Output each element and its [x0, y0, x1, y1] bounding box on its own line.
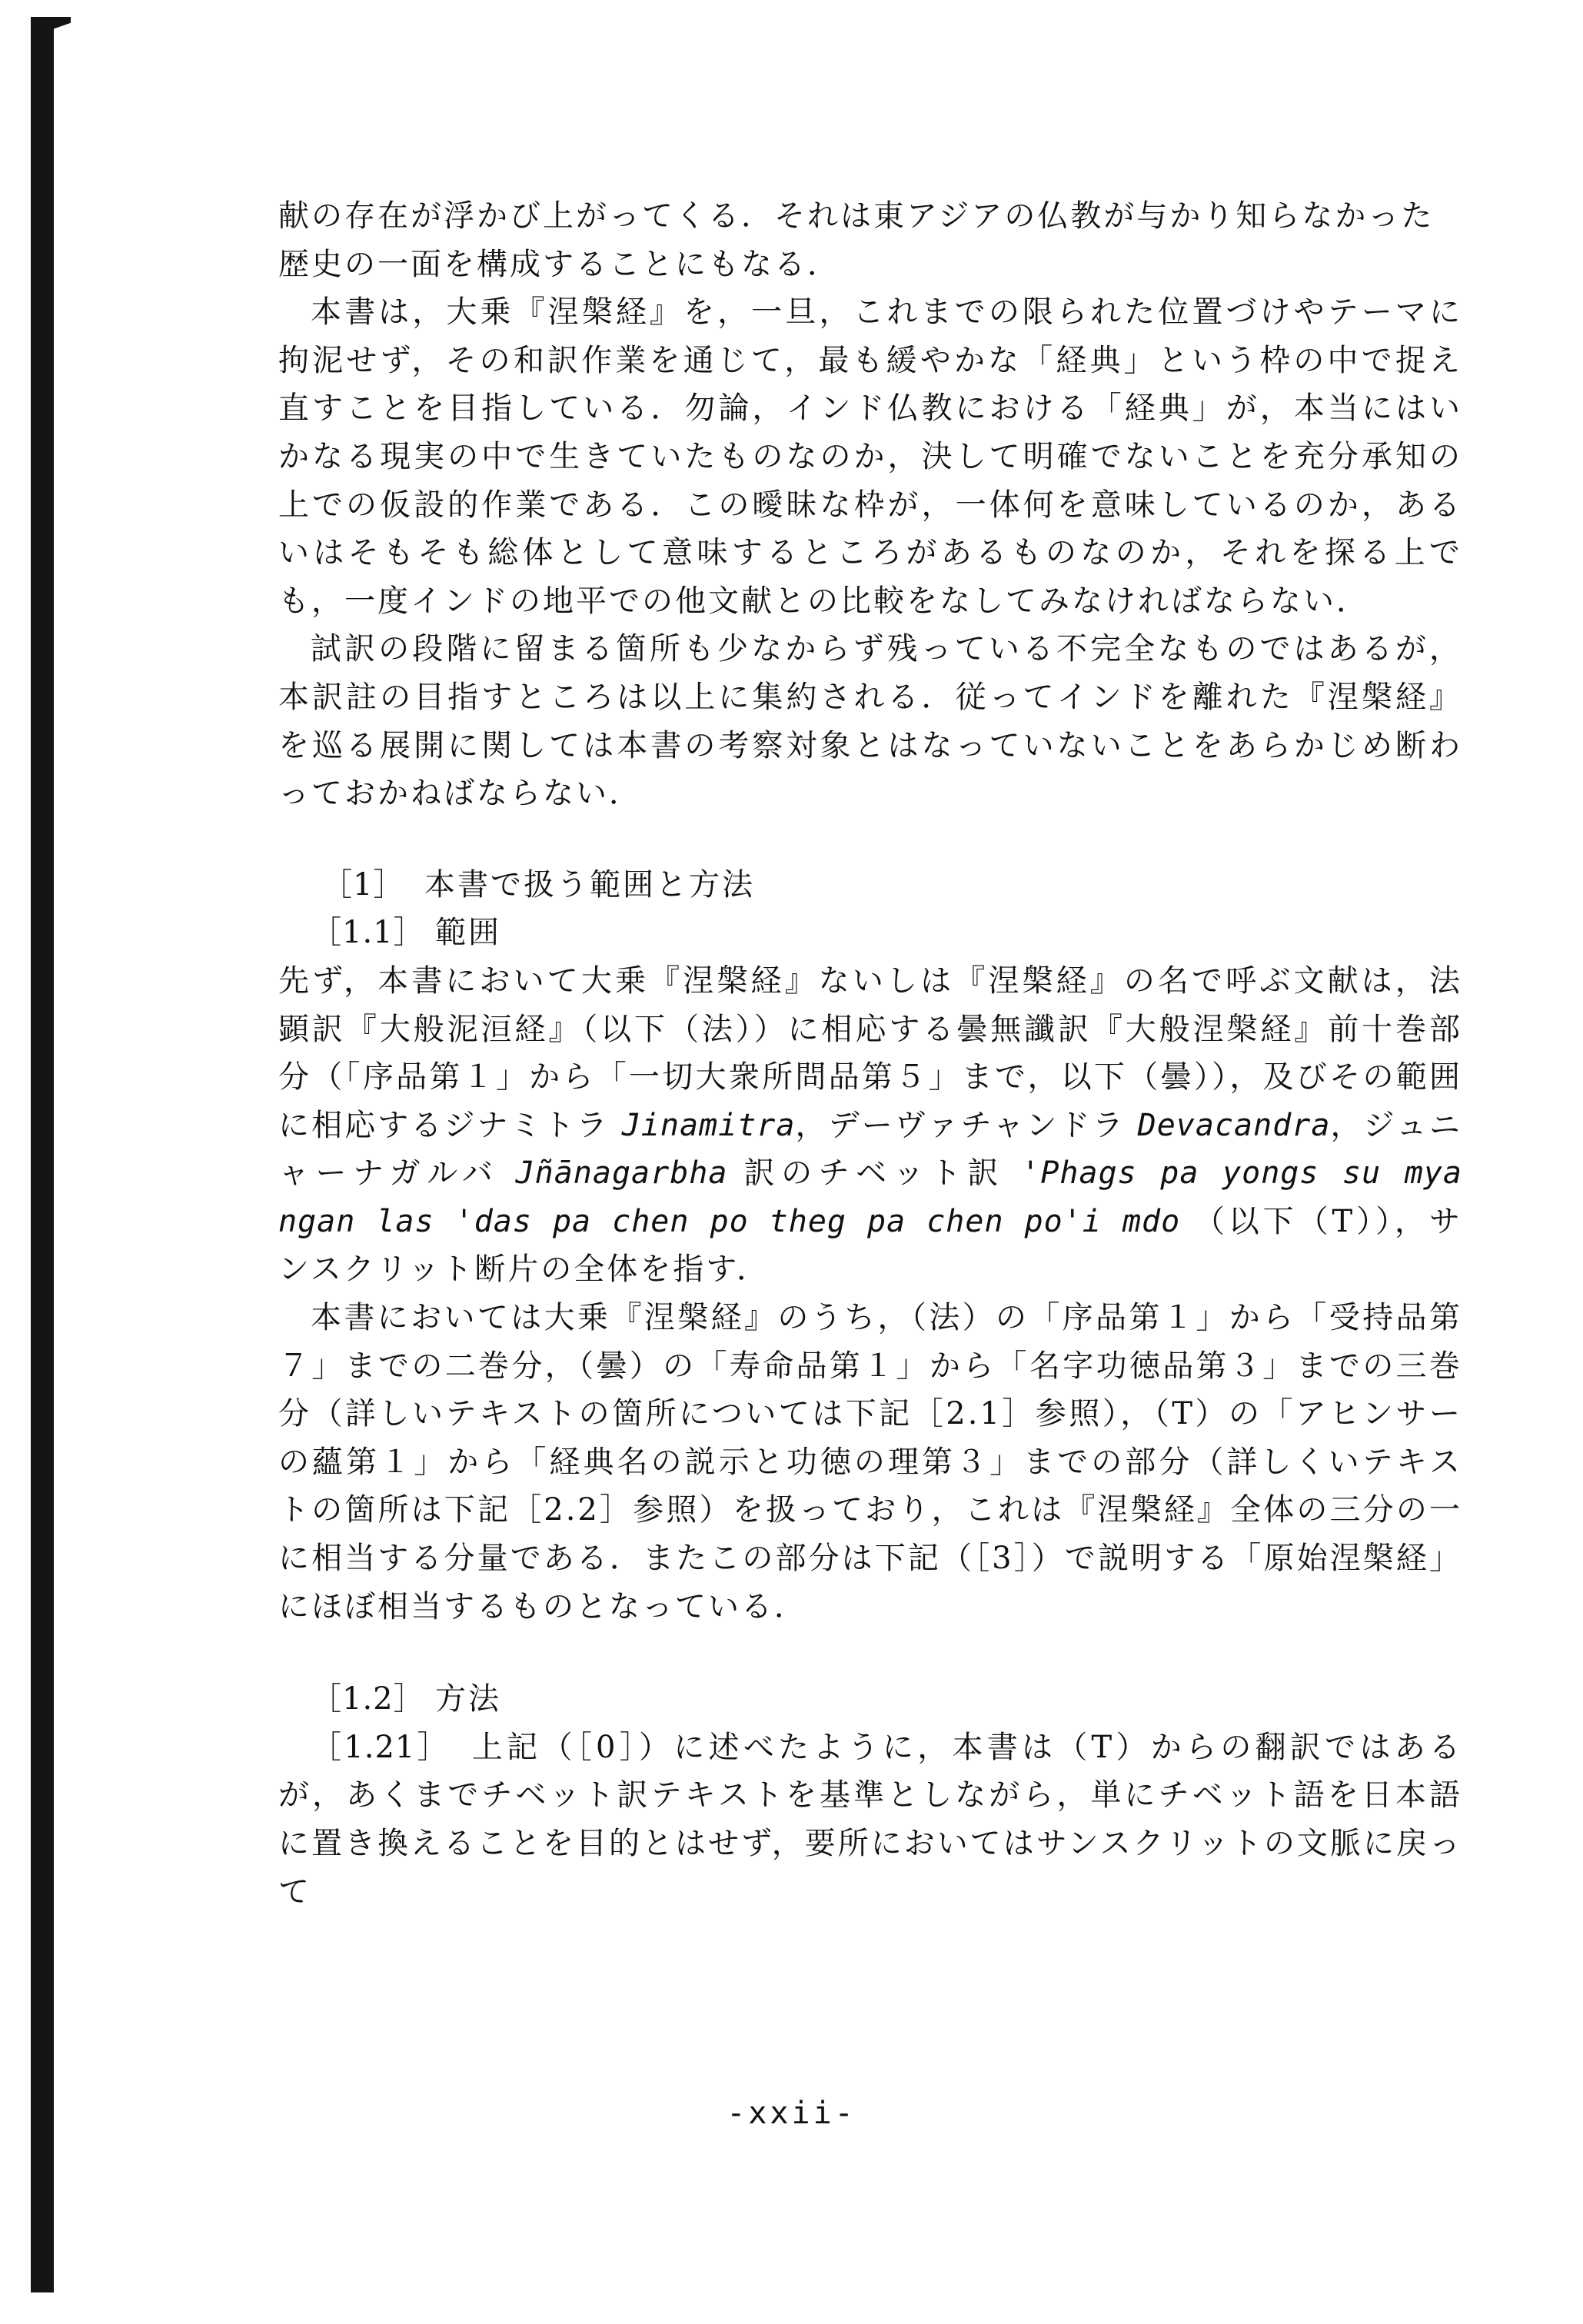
section-title: 範囲 — [435, 915, 501, 951]
paragraph-1-21 — [278, 1724, 1462, 1916]
translator-name-jinamitra: Jinamitra — [621, 1107, 796, 1143]
section-heading-1-2 — [278, 1675, 1462, 1724]
section-title: 本書で扱う範囲と方法 — [424, 866, 755, 903]
section-number: ［1.2］ — [311, 1681, 425, 1717]
section-number: ［1.1］ — [311, 915, 425, 951]
paragraph-2: 本書は，大乗『涅槃経』を，一旦，これまでの限られた位置づけやテーマに拘泥せず，その和訳作業を通じて，最も緩やかな「経典」という枠の中で捉え直すことを目指している．勿論，インド仏教における「経典」が，本当にはいかなる現実の中で生きていたものなのか，決して明確でないことを充分承知の上での仮設的作業である．この曖昧な枠が，一体何を意味しているのか，あるいはそもそも総体として意味するところがあるものなのか，それを探る上でも，一度インドの地平での他文献との比較をなしてみなければならない． — [278, 294, 1462, 619]
section-heading-1 — [278, 861, 1462, 909]
paragraph-4-text-b: ，デーヴァチャンドラ — [795, 1107, 1126, 1143]
paragraph-4 — [278, 957, 1462, 1294]
paragraph-1: 献の存在が浮かび上がってくる．それは東アジアの仏教が与かり知らなかった歴史の一面を構成することにもなる． — [278, 198, 1435, 282]
translator-name-devacandra: Devacandra — [1137, 1107, 1331, 1143]
paragraph-4-text-e: （以下（T）），サンスクリット断片の全体を指す． — [278, 1203, 1462, 1288]
translator-name-jnanagarbha: Jñānagarbha — [515, 1155, 728, 1192]
section-number: ［1］ — [321, 866, 405, 903]
scan-edge — [31, 17, 54, 2292]
section-title: 方法 — [435, 1681, 501, 1717]
tibetan-title: 'Phags pa yongs su mya ngan las 'das pa chen po theg pa chen po'i mdo — [278, 1155, 1462, 1239]
section-number: ［1.21］ — [311, 1729, 451, 1765]
paragraph-5: 本書においては大乗『涅槃経』のうち，（法）の「序品第１」から「受持品第７」までの二巻分，（曇）の「寿命品第１」から「名字功徳品第３」までの三巻分（詳しいテキストの箇所については下記［2.1］参照），（T）の「アヒンサーの蘊第１」から「経典名の説示と功徳の理第３」までの部分（詳しくいテキストの箇所は下記［2.2］参照）を扱っており，これは『涅槃経』全体の三分の一に相当する分量である．またこの部分は下記（［3］）で説明する「原始涅槃経」にほぼ相当するものとなっている． — [278, 1300, 1462, 1624]
section-heading-1-1 — [278, 909, 1462, 957]
document-body — [278, 192, 1462, 1916]
page-number: -xxii- — [727, 2096, 856, 2131]
section-gap — [278, 818, 1462, 861]
section-gap — [278, 1631, 1462, 1675]
paragraph-4-text-a: 先ず，本書において大乗『涅槃経』ないしは『涅槃経』の名で呼ぶ文献は，法顕訳『大般泥洹経』（以下（法））に相応する曇無讖訳『大般涅槃経』前十巻部分（「序品第１」から「一切大衆所問品第５」まで，以下（曇）），及びその範囲に相応するジナミトラ — [278, 963, 1462, 1143]
paragraph-4-text-c: ，ジュニャーナガルバ — [278, 1107, 1463, 1192]
paragraph-4-text-d: 訳のチベット訳 — [743, 1155, 1006, 1192]
paragraph-3: 試訳の段階に留まる箇所も少なからず残っている不完全なものではあるが，本訳註の目指すところは以上に集約される．従ってインドを離れた『涅槃経』を巡る展開に関しては本書の考察対象とはなっていないことをあらかじめ断わっておかねばならない． — [278, 631, 1462, 812]
paragraph-1-21-text: 上記（［0］）に述べたように，本書は（T）からの翻訳ではあるが，あくまでチベット訳テキストを基準としながら，単にチベット語を日本語に置き換えることを目的とはせず，要所においてはサンスクリットの文脈に戻って — [278, 1729, 1462, 1910]
